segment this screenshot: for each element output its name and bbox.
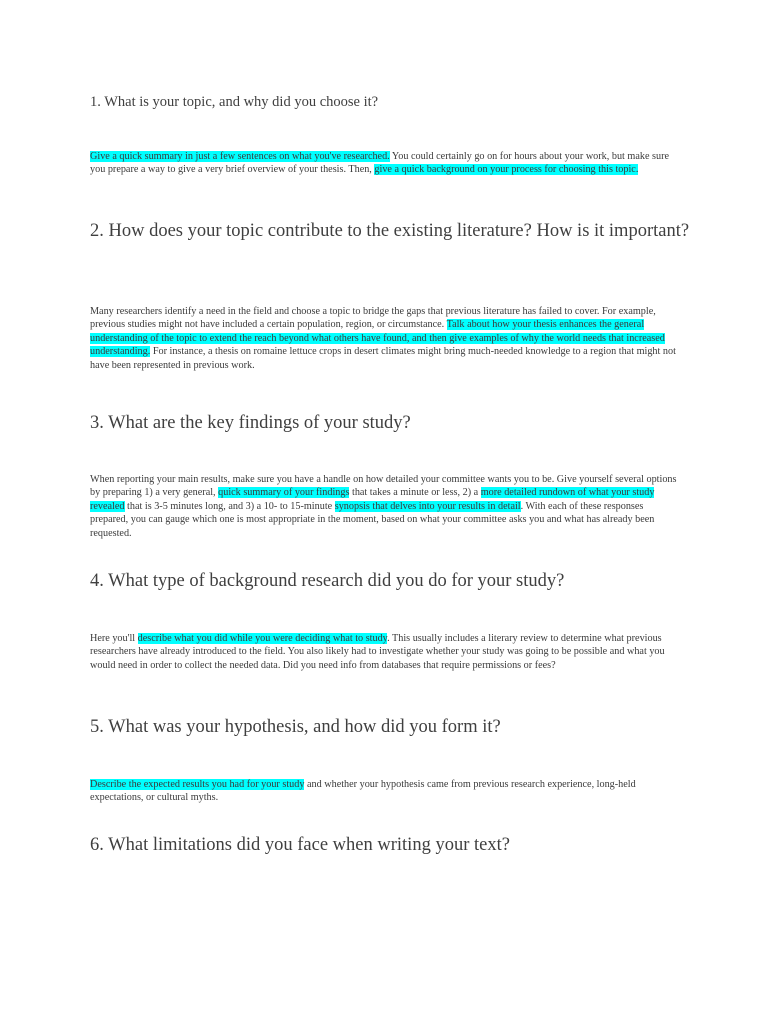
answer-1-segment-1: Give a quick summary in just a few sentences on what you've researched.	[90, 151, 390, 162]
answer-3-paragraph	[90, 473, 680, 540]
answer-5-paragraph	[90, 778, 680, 805]
answer-2-segment-3: For instance, a thesis on romaine lettuce crops in desert climates might bring much-needed knowledge to a region that might not have been represented in previous work.	[90, 346, 676, 371]
answer-3-segment-6: synopsis that delves into your results in detail	[334, 500, 521, 512]
answer-3-segment-7: . With each of these responses prepared, you can gauge which one is most appropriate in the moment, based on what your committee asks you and what has already been requested.	[90, 500, 655, 539]
answer-4-paragraph	[90, 632, 680, 672]
answer-3-segment-5: that is 3-5 minutes long, and 3) a 10- to 15-minute	[124, 500, 335, 512]
answer-1-paragraph	[90, 150, 680, 177]
question-2-heading: 2. How does your topic contribute to the existing literature? How is it important?	[90, 221, 690, 241]
answer-5-segment-2: and whether your hypothesis came from previous research experience, long-held expectations, or cultural myths.	[90, 779, 636, 804]
answer-1-segment-2: You could certainly go on for hours about your work, but make sure you prepare a way to give a very brief overview of your thesis. Then,	[90, 151, 669, 176]
answer-4-segment-3: . This usually includes a literary review to determine what previous researchers have already introduced to the field. You also likely had to investigate whether your study was going to be possible and what you would need in order to collect the needed data. Did you need info from databases that require permissions or fees?	[90, 633, 665, 671]
answer-2-segment-1: Many researchers identify a need in the field and choose a topic to bridge the gaps that previous literature has failed to cover. For example, previous studies might not have included a certain population, region, or circumstance.	[90, 306, 656, 331]
answer-1-segment-3: give a quick background on your process for choosing this topic.	[374, 164, 639, 176]
answer-3-segment-3: that takes a minute or less, 2) a	[349, 487, 481, 499]
answer-3-segment-1: When reporting your main results, make sure you have a handle on how detailed your committee wants you to be. Give yourself several options by preparing 1) a very general,	[90, 474, 677, 499]
question-4-heading: 4. What type of background research did you do for your study?	[90, 571, 565, 591]
answer-5-segment-1: Describe the expected results you had for your study	[90, 779, 305, 790]
answer-2-paragraph	[90, 305, 680, 372]
answer-2-segment-2: Talk about how your thesis enhances the general understanding of the topic to extend the reach beyond what others have found, and then give examples of why the world needs that increased understanding.	[90, 319, 665, 358]
answer-3-segment-2: quick summary of your findings	[218, 487, 350, 499]
question-6-heading: 6. What limitations did you face when writing your text?	[90, 835, 510, 855]
question-5-heading: 5. What was your hypothesis, and how did you form it?	[90, 717, 501, 737]
answer-4-segment-2: describe what you did while you were deciding what to study	[137, 633, 388, 644]
question-1-heading: 1. What is your topic, and why did you choose it?	[90, 94, 379, 110]
answer-4-segment-1: Here you'll	[90, 633, 138, 644]
question-3-heading: 3. What are the key findings of your study?	[90, 413, 411, 433]
answer-3-segment-4: more detailed rundown of what your study revealed	[90, 487, 655, 512]
